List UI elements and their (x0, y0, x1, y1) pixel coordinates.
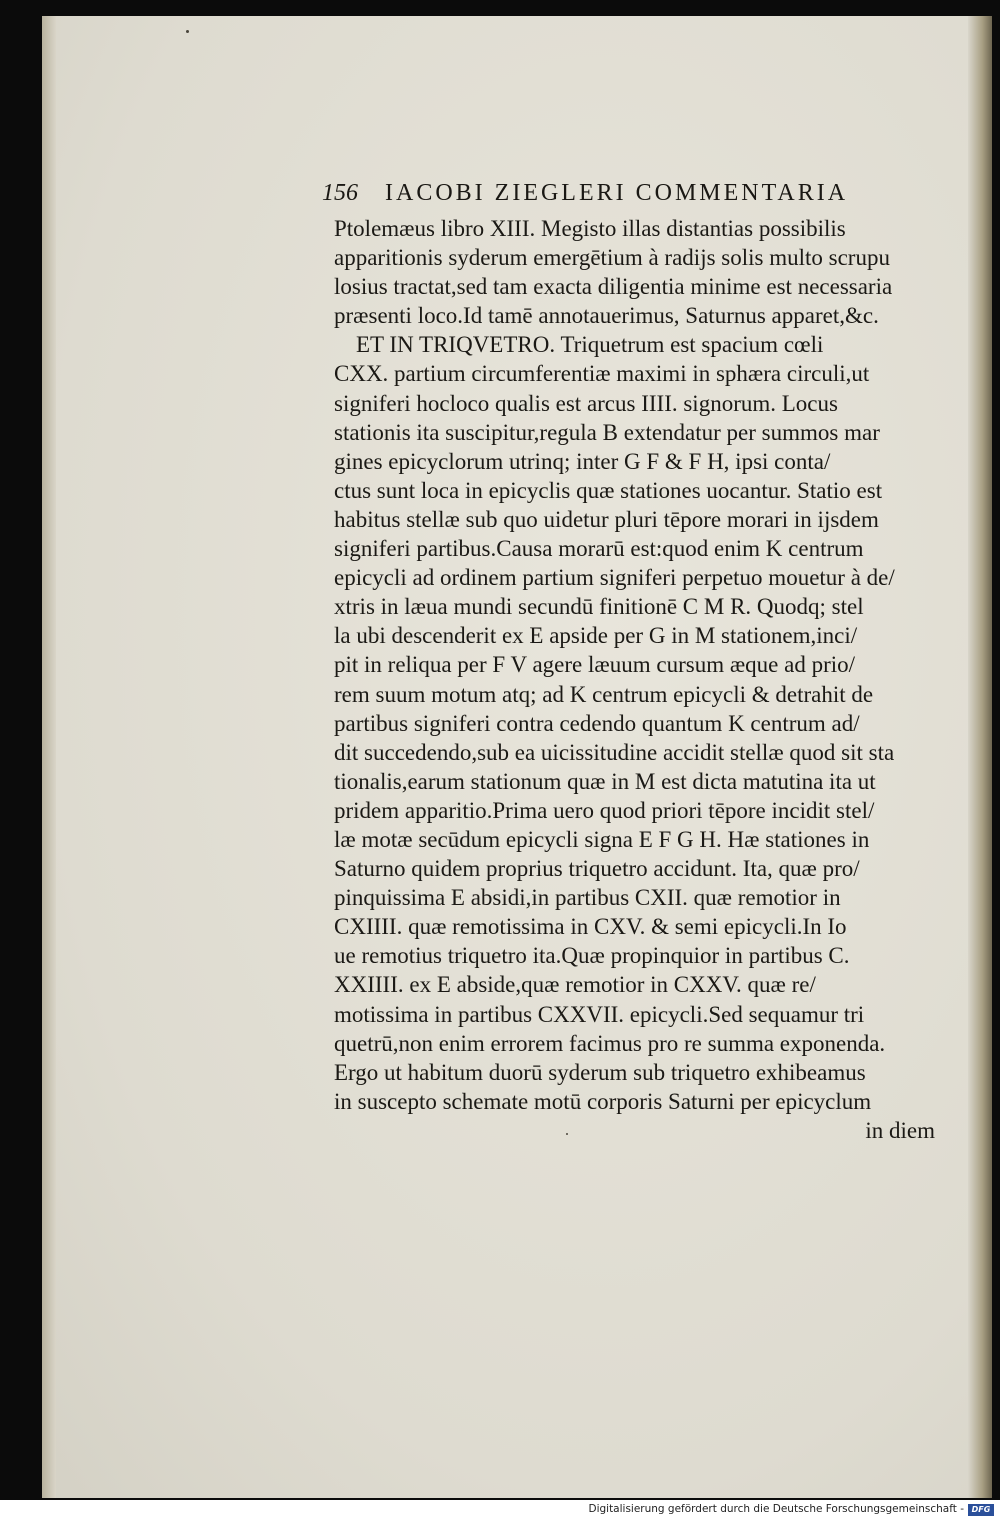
text-line: signiferi hocloco qualis est arcus IIII. signorum. Locus (334, 390, 838, 416)
text-line: quetrū,non enim errorem facimus pro re summa exponenda. (334, 1030, 886, 1056)
page-number: 156 (322, 180, 358, 206)
lemma-line: ET IN TRIQVETRO. Triquetrum est spacium cœli (356, 332, 824, 358)
text-line: in suscepto schemate motū corporis Saturni per epicyclum (334, 1088, 872, 1114)
catchword: in diem (865, 1117, 935, 1143)
text-line: ue remotius triquetro ita.Quæ propinquior in partibus C. (334, 943, 850, 969)
dfg-logo-icon: DFG (968, 1504, 994, 1516)
running-head (322, 180, 932, 207)
text-line: ctus sunt loca in epicyclis quæ stationes uocantur. Statio est (334, 477, 883, 503)
text-line: partibus signiferi contra cedendo quantum K centrum ad/ (334, 710, 860, 736)
text-line: CXX. partium circumferentiæ maximi in sphæra circuli,ut (334, 361, 870, 387)
text-line: epicycli ad ordinem partium signiferi perpetuo mouetur à de/ (334, 565, 895, 591)
text-line: tionalis,earum stationum quæ in M est dicta matutina ita ut (334, 768, 876, 794)
text-line: habitus stellæ sub quo uidetur pluri tēpore morari in ijsdem (334, 506, 879, 532)
text-line: signiferi partibus.Causa morarū est:quod enim K centrum (334, 536, 864, 562)
text-line: stationis ita suscipitur,regula B extendatur per summos mar (334, 419, 880, 445)
text-line: apparitionis syderum emergētium à radijs solis multo scrupu (334, 245, 890, 271)
body-text (334, 214, 939, 1145)
footer-bar (0, 1500, 1000, 1520)
text-line: la ubi descenderit ex E apside per G in M stationem,inci/ (334, 623, 858, 649)
text-line: losius tractat,sed tam exacta diligentia minime est necessaria (334, 274, 893, 300)
text-line: præsenti loco.Id tamē annotauerimus, Saturnus apparet,&c. (334, 303, 879, 329)
text-line: læ motæ secūdum epicycli signa E F G H. Hæ stationes in (334, 826, 870, 852)
funding-credit: Digitalisierung gefördert durch die Deutsche Forschungsgemeinschaft - (588, 1503, 964, 1515)
text-line: XXIIII. ex E abside,quæ remotior in CXXV. quæ re/ (334, 972, 816, 998)
page-gutter-shadow (42, 16, 56, 1498)
running-title: IACOBI ZIEGLERI COMMENTARIA (385, 180, 849, 206)
text-line: Ergo ut habitum duorū syderum sub triquetro exhibeamus (334, 1059, 866, 1085)
text-line: rem suum motum atq; ad K centrum epicycli & detrahit de (334, 681, 874, 707)
text-line: Saturno quidem proprius triquetro accidunt. Ita, quæ pro/ (334, 856, 860, 882)
paper-speck (186, 30, 189, 33)
text-line: xtris in læua mundi secundū finitionē C M R. Quodq; stel (334, 594, 864, 620)
text-line: motissima in partibus CXXVII. epicycli.Sed sequamur tri (334, 1001, 865, 1027)
text-line: CXIIII. quæ remotissima in CXV. & semi epicycli.In Io (334, 914, 847, 940)
text-line: pridem apparitio.Prima uero quod priori tēpore incidit stel/ (334, 797, 875, 823)
text-line: Ptolemæus libro XIII. Megisto illas distantias possibilis (334, 216, 846, 241)
text-line: gines epicyclorum utrinq; inter G F & F H, ipsi conta/ (334, 448, 831, 474)
text-line: pit in reliqua per F V agere læuum cursum æque ad prio/ (334, 652, 856, 678)
page-edge-shadow (968, 16, 992, 1498)
text-line: pinquissima E absidi,in partibus CXII. quæ remotior in (334, 885, 841, 911)
text-line: dit succedendo,sub ea uicissitudine accidit stellæ quod sit sta (334, 739, 895, 765)
